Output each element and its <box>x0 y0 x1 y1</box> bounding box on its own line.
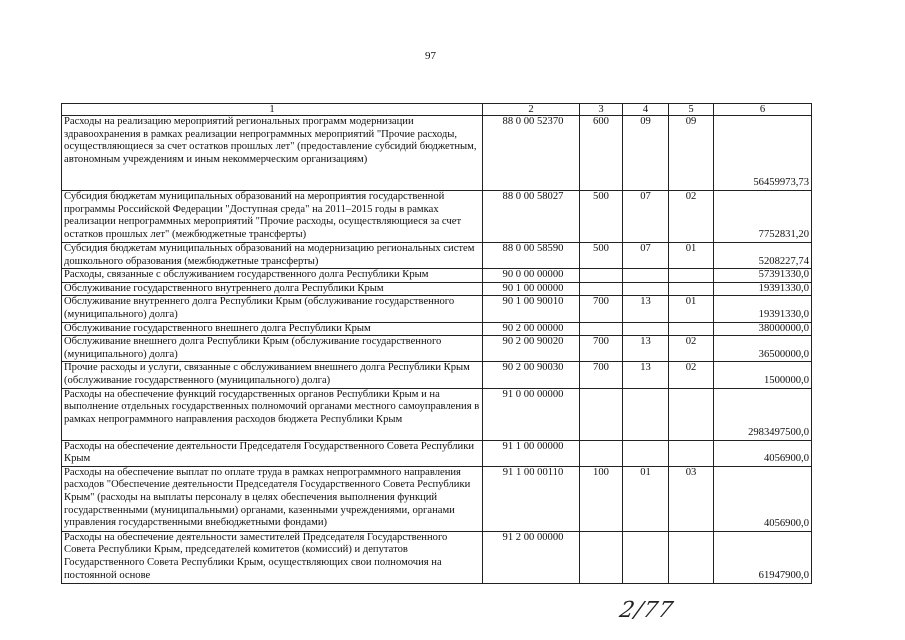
row-code-cell: 90 2 00 90030 <box>483 362 580 388</box>
row-code-cell: 88 0 00 58027 <box>483 191 580 243</box>
row-sum-cell: 19391330,0 <box>714 282 812 296</box>
header-col-1: 1 <box>62 104 483 116</box>
row-sum-cell: 19391330,0 <box>714 296 812 322</box>
header-col-5: 5 <box>669 104 714 116</box>
table-row <box>62 269 812 283</box>
row-section-cell <box>623 440 669 466</box>
row-subsection-cell <box>669 531 714 583</box>
row-section-cell: 07 <box>623 243 669 269</box>
row-sum-cell: 2983497500,0 <box>714 388 812 440</box>
row-section-cell: 13 <box>623 362 669 388</box>
row-expense-type-cell: 500 <box>580 243 623 269</box>
row-sum-cell: 4056900,0 <box>714 440 812 466</box>
row-subsection-cell <box>669 322 714 336</box>
row-section-cell: 09 <box>623 116 669 191</box>
row-name-cell: Обслуживание государственного внешнего долга Республики Крым <box>62 322 483 336</box>
row-name-cell: Обслуживание внутреннего долга Республики Крым (обслуживание государственного (муниципального) долга) <box>62 296 483 322</box>
table-row <box>62 296 812 322</box>
table-row <box>62 282 812 296</box>
row-subsection-cell <box>669 282 714 296</box>
row-section-cell <box>623 282 669 296</box>
row-sum-cell: 38000000,0 <box>714 322 812 336</box>
row-sum-cell: 7752831,20 <box>714 191 812 243</box>
row-expense-type-cell: 100 <box>580 466 623 531</box>
row-subsection-cell: 02 <box>669 336 714 362</box>
row-code-cell: 90 1 00 90010 <box>483 296 580 322</box>
row-name-cell: Расходы, связанные с обслуживанием государственного долга Республики Крым <box>62 269 483 283</box>
table-row <box>62 388 812 440</box>
table-row <box>62 116 812 191</box>
row-subsection-cell: 02 <box>669 191 714 243</box>
row-subsection-cell: 01 <box>669 296 714 322</box>
row-code-cell: 91 2 00 00000 <box>483 531 580 583</box>
row-expense-type-cell <box>580 531 623 583</box>
row-section-cell <box>623 322 669 336</box>
row-expense-type-cell: 700 <box>580 362 623 388</box>
row-code-cell: 90 1 00 00000 <box>483 282 580 296</box>
row-code-cell: 91 1 00 00000 <box>483 440 580 466</box>
row-section-cell: 01 <box>623 466 669 531</box>
header-col-3: 3 <box>580 104 623 116</box>
table-row <box>62 362 812 388</box>
table-body <box>62 116 812 584</box>
row-name-cell: Расходы на обеспечение деятельности Председателя Государственного Совета Республики Крым <box>62 440 483 466</box>
row-expense-type-cell: 700 <box>580 296 623 322</box>
row-subsection-cell <box>669 269 714 283</box>
table-row <box>62 191 812 243</box>
row-sum-cell: 4056900,0 <box>714 466 812 531</box>
row-subsection-cell: 01 <box>669 243 714 269</box>
row-name-cell: Субсидия бюджетам муниципальных образований на мероприятия государственной программы Российской Федерации "Доступная среда" на 2011–2015 годы в рамках реализации непрограммных мероприятий "Прочие расходы, осуществляющиеся за счет остатков прошлых лет" (межбюджетные трансферты) <box>62 191 483 243</box>
row-sum-cell: 1500000,0 <box>714 362 812 388</box>
row-section-cell: 13 <box>623 296 669 322</box>
table-row <box>62 336 812 362</box>
row-name-cell: Обслуживание государственного внутреннего долга Республики Крым <box>62 282 483 296</box>
row-name-cell: Обслуживание внешнего долга Республики Крым (обслуживание государственного (муниципального) долга) <box>62 336 483 362</box>
row-name-cell: Расходы на обеспечение функций государственных органов Республики Крым и на выполнение отдельных государственных полномочий органами местного самоуправления в рамках непрограммного направления расходов бюджета Республики Крым <box>62 388 483 440</box>
row-expense-type-cell <box>580 269 623 283</box>
row-expense-type-cell <box>580 322 623 336</box>
table-row <box>62 440 812 466</box>
row-expense-type-cell: 500 <box>580 191 623 243</box>
row-name-cell: Расходы на реализацию мероприятий региональных программ модернизации здравоохранения в рамках реализации непрограммных мероприятий "Прочие расходы, осуществляющиеся за счет остатков прошлых лет" (предоставление субсидий бюджетным, автономным учреждениям и иным некоммерческим организациям) <box>62 116 483 191</box>
row-code-cell: 88 0 00 58590 <box>483 243 580 269</box>
row-subsection-cell: 09 <box>669 116 714 191</box>
budget-table <box>61 103 812 584</box>
row-section-cell: 07 <box>623 191 669 243</box>
row-code-cell: 90 2 00 00000 <box>483 322 580 336</box>
row-section-cell <box>623 531 669 583</box>
row-expense-type-cell <box>580 388 623 440</box>
table-header-row <box>62 104 812 116</box>
row-name-cell: Прочие расходы и услуги, связанные с обслуживанием внешнего долга Республики Крым (обслуживание государственного (муниципального) долга) <box>62 362 483 388</box>
row-sum-cell: 61947900,0 <box>714 531 812 583</box>
page-number: 97 <box>425 50 436 62</box>
row-section-cell <box>623 269 669 283</box>
row-subsection-cell <box>669 388 714 440</box>
table-row <box>62 531 812 583</box>
row-code-cell: 90 0 00 00000 <box>483 269 580 283</box>
row-section-cell <box>623 388 669 440</box>
row-expense-type-cell <box>580 440 623 466</box>
row-sum-cell: 57391330,0 <box>714 269 812 283</box>
table-row <box>62 466 812 531</box>
header-col-2: 2 <box>483 104 580 116</box>
row-sum-cell: 56459973,73 <box>714 116 812 191</box>
row-code-cell: 91 1 00 00110 <box>483 466 580 531</box>
row-code-cell: 91 0 00 00000 <box>483 388 580 440</box>
row-name-cell: Расходы на обеспечение выплат по оплате труда в рамках непрограммного направления расходов "Обеспечение деятельности Председателя Государственного Совета Республики Крым" (расходы на выплаты персоналу в целях обеспечения выполнения функций государственными (муниципальными) органами, казенными учреждениями, органами управления государственными внебюджетными фондами) <box>62 466 483 531</box>
row-name-cell: Субсидия бюджетам муниципальных образований на модернизацию региональных систем дошкольного образования (межбюджетные трансферты) <box>62 243 483 269</box>
row-subsection-cell: 02 <box>669 362 714 388</box>
row-name-cell: Расходы на обеспечение деятельности заместителей Председателя Государственного Совета Республики Крым, председателей комитетов (комиссий) и депутатов Государственного Совета Республики Крым, осуществляющих свои полномочия на постоянной основе <box>62 531 483 583</box>
header-col-6: 6 <box>714 104 812 116</box>
row-sum-cell: 36500000,0 <box>714 336 812 362</box>
row-code-cell: 90 2 00 90020 <box>483 336 580 362</box>
row-code-cell: 88 0 00 52370 <box>483 116 580 191</box>
table-row <box>62 243 812 269</box>
row-section-cell: 13 <box>623 336 669 362</box>
row-subsection-cell <box>669 440 714 466</box>
row-expense-type-cell: 600 <box>580 116 623 191</box>
row-expense-type-cell: 700 <box>580 336 623 362</box>
table-row <box>62 322 812 336</box>
header-col-4: 4 <box>623 104 669 116</box>
row-sum-cell: 5208227,74 <box>714 243 812 269</box>
row-expense-type-cell <box>580 282 623 296</box>
handwritten-signature: 2/77 <box>617 598 677 623</box>
row-subsection-cell: 03 <box>669 466 714 531</box>
